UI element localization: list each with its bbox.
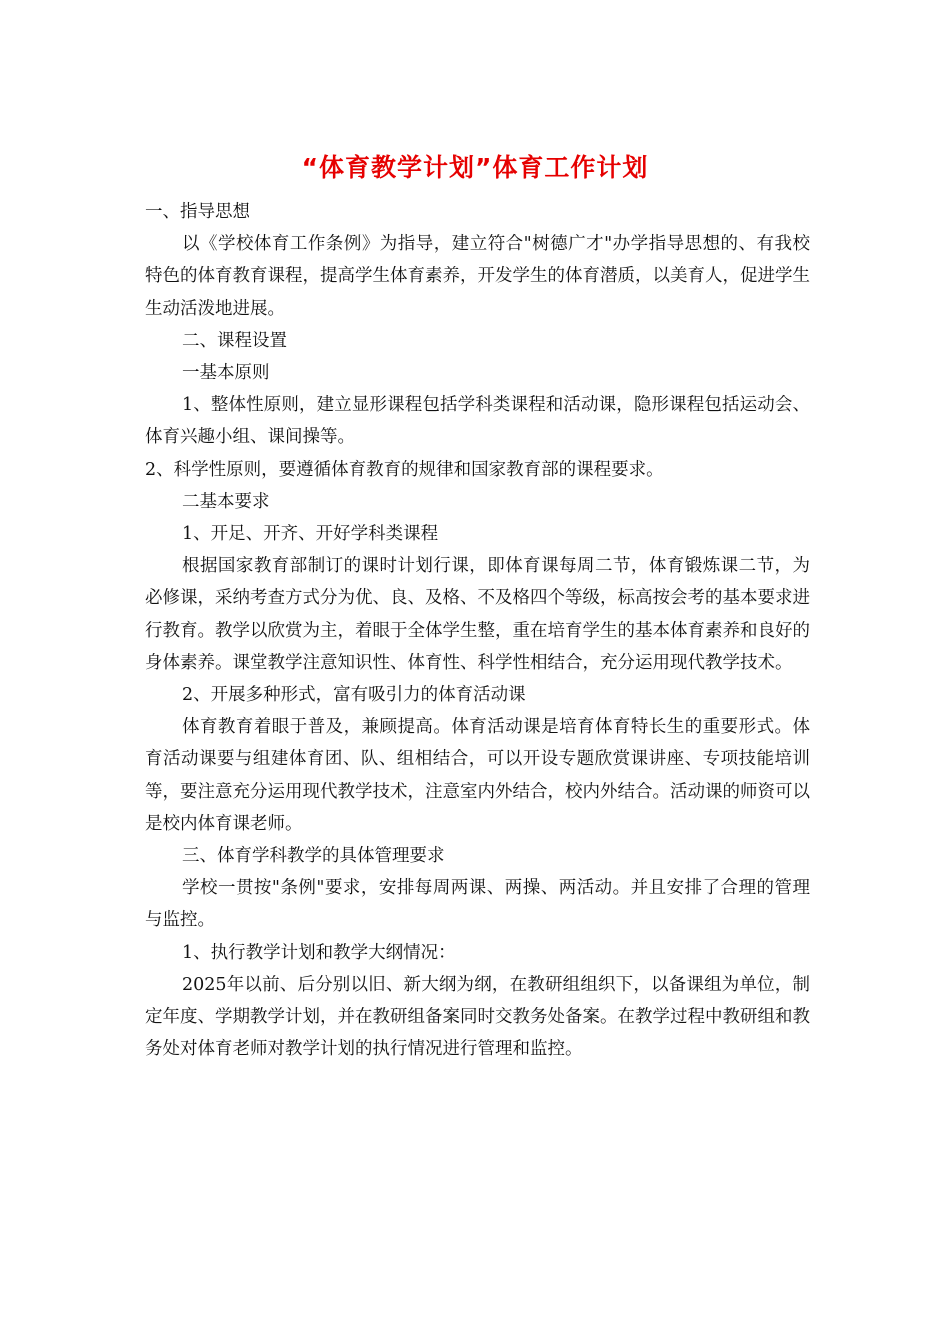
subheading-basic-principles: 一基本原则 (182, 363, 270, 384)
section-heading-course-setting: 二、课程设置 (182, 330, 287, 351)
paragraph-management-1-heading: 1、执行教学计划和教学大纲情况： (182, 942, 456, 963)
document-title: “体育教学计划”体育工作计划 (301, 153, 649, 182)
subheading-basic-requirements: 二基本要求 (182, 491, 270, 512)
section-heading-guiding-ideology: 一、指导思想 (145, 202, 250, 222)
paragraph-management-intro: 学校一贯按"条例"要求，安排每周两课、两操、两活动。并且安排了合理的管理与监控。 (145, 878, 810, 931)
paragraph-guiding-ideology: 以《学校体育工作条例》为指导，建立符合"树德广才"办学指导思想的、有我校特色的体育教育课程，提高学生体育素养，开发学生的体育潜质，以美育人，促进学生生动活泼地进展。 (145, 234, 810, 319)
paragraph-requirement-2-heading: 2、开展多种形式，富有吸引力的体育活动课 (182, 685, 526, 706)
paragraph-management-1-body: 2025年以前、后分别以旧、新大纲为纲，在教研组组织下，以备课组为单位，制定年度、学期教学计划，并在教研组备案同时交教务处备案。在教学过程中教研组和教务处对体育老师对教学计划的执行情况进行管理和监控。 (145, 974, 810, 1060)
paragraph-requirement-1-heading: 1、开足、开齐、开好学科类课程 (182, 524, 439, 545)
section-heading-management: 三、体育学科教学的具体管理要求 (182, 846, 445, 867)
paragraph-principle-2: 2、科学性原则，要遵循体育教育的规律和国家教育部的课程要求。 (145, 459, 664, 480)
paragraph-requirement-1-body: 根据国家教育部制订的课时计划行课，即体育课每周二节，体育锻炼课二节，为必修课，采纳考查方式分为优、良、及格、不及格四个等级，标高按会考的基本要求进行教育。教学以欣赏为主，着眼于全体学生整，重在培育学生的基本体育素养和良好的身体素养。课堂教学注意知识性、体育性、科学性相结合，充分运用现代教学技术。 (145, 556, 810, 673)
paragraph-requirement-2-body: 体育教育着眼于普及，兼顾提高。体育活动课是培育体育特长生的重要形式。体育活动课要与组建体育团、队、组相结合，可以开设专题欣赏课讲座、专项技能培训等，要注意充分运用现代教学技术，注意室内外结合，校内外结合。活动课的师资可以是校内体育课老师。 (145, 717, 810, 834)
paragraph-principle-1: 1、整体性原则，建立显形课程包括学科类课程和活动课，隐形课程包括运动会、体育兴趣小组、课间操等。 (145, 395, 810, 448)
document-body (145, 196, 810, 1065)
